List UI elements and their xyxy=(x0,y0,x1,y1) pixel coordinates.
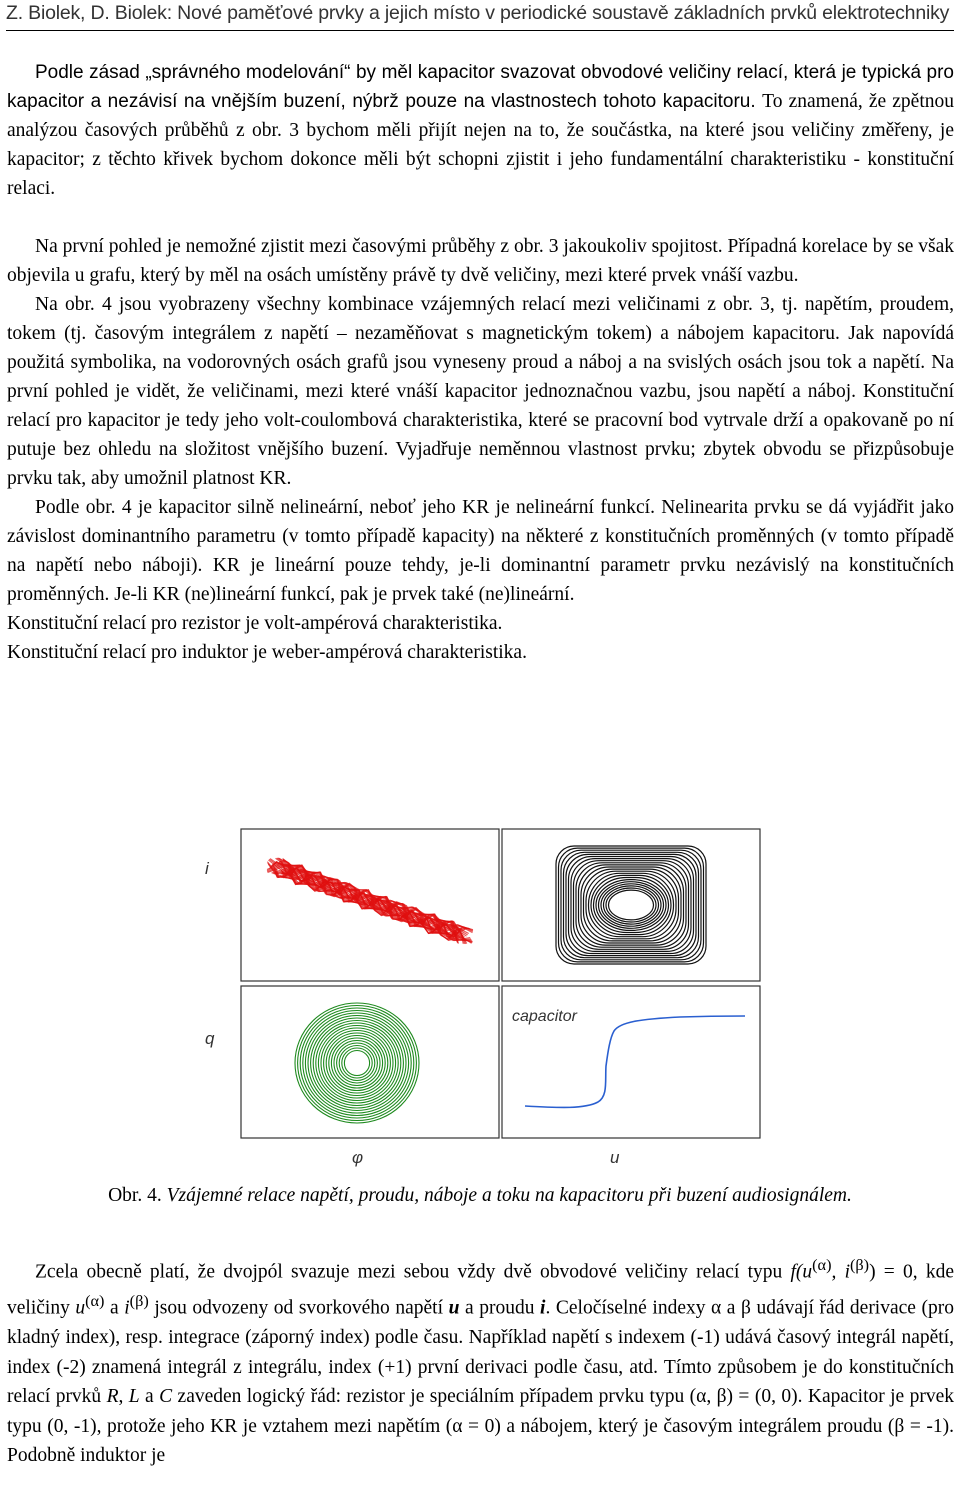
figure-caption xyxy=(60,1181,900,1210)
body-text-middle xyxy=(7,232,954,667)
black-loop-trace xyxy=(556,846,706,964)
green-loop-stroke xyxy=(342,1048,372,1078)
black-loop-stroke xyxy=(606,888,656,922)
caption-label: Obr. 4. xyxy=(108,1185,162,1206)
axis-label-phi: φ xyxy=(352,1148,364,1167)
axis-label-q: q xyxy=(205,1029,215,1048)
green-loop-stroke xyxy=(300,1008,414,1118)
body-text-bottom xyxy=(7,1251,954,1471)
green-loop-stroke xyxy=(334,1041,380,1086)
caption-text: Vzájemné relace napětí, proudu, náboje a toku na kapacitoru při buzení audiosignálem. xyxy=(166,1185,852,1206)
green-loop-stroke xyxy=(311,1018,404,1108)
black-loop-stroke xyxy=(609,890,654,920)
green-loop-stroke xyxy=(308,1016,406,1111)
paragraph: Podle zásad „správného modelování“ by měl kapacitor svazovat obvodové veličiny relací, která je typická pro kapacitor a nezávisí na vnějším buzení, nýbrž pouze na vlastnostech tohoto kapacitoru. To znamená, že zpětnou analýzou časových průběhů z obr. 3 bychom měli přijít nejen na to, že součástka, na které jsou veličiny změřeny, je kapacitor; z těchto křivek bychom dokonce měli být schopni zjistit i jeho fundamentální charakteristiku - konstituční relaci. xyxy=(7,62,954,199)
green-loop-trace xyxy=(295,1003,419,1123)
paragraph: Na obr. 4 jsou vyobrazeny všechny kombinace vzájemných relací mezi veličinami z obr. 3, tj. napětím, proudem, tokem (tj. časovým integrálem z napětí – nezaměňovat s magnetickým tokem) a nábojem kapacitoru. Jak napovídá použitá symbolika, na vodorovných osách grafů jsou vyneseny proud a náboj a na svislých osách jsou tok a napětí. Na první pohled je vidět, že veličinami, mezi které vnáší kapacitor jednoznačnou vazbu, jsou napětí a náboj. Konstituční relací pro kapacitor je tedy jeho volt-coulombová charakteristika, které se pracovní bod vytrvale drží a opakovaně po ní putuje bez ohledu na složitost vnějšího buzení. Vyjadřuje neměnnou vlastnost prvku; zbytek obvodu se přizpůsobuje prvku tak, aby umožnil platnost KR. xyxy=(7,294,954,489)
green-loop-stroke xyxy=(303,1011,411,1116)
red-scribble-trace xyxy=(267,858,473,944)
axis-label-i: i xyxy=(205,859,209,878)
paragraph: Konstituční relací pro induktor je weber-ampérová charakteristika. xyxy=(7,642,527,663)
green-loop-stroke xyxy=(326,1033,388,1093)
capacitor-characteristic-curve xyxy=(525,1016,745,1107)
paragraph: Podle obr. 4 je kapacitor silně nelineární, neboť jeho KR je nelineární funkcí. Nelinearita prvku se dá vyjádřit jako závislost dominantního parametru (v tomto případě kapacity) na některé z konstitučních proměnných (v tomto případě na napětí nebo náboji). KR je lineární pouze tehdy, je-li dominantní parametr prvku nezávislý na konstitučních proměnných. Je-li KR (ne)lineární funkcí, pak je prvek také (ne)lineární. xyxy=(7,497,954,605)
green-loop-stroke xyxy=(344,1051,369,1076)
green-loop-stroke xyxy=(337,1043,378,1083)
paragraph: Konstituční relací pro rezistor je volt-ampérová charakteristika. xyxy=(7,613,503,634)
paragraph: Na první pohled je nemožné zjistit mezi časovými průběhy z obr. 3 jakoukoliv spojitost. Případná korelace by se však objevila u grafu, který by měl na osách umístěny právě ty dvě veličiny, mezi které prvek vnáší vazbu. xyxy=(7,236,954,286)
green-loop-stroke xyxy=(318,1026,395,1101)
body-text-top xyxy=(7,58,954,203)
figure-plots xyxy=(0,826,960,1171)
running-header: Z. Biolek, D. Biolek: Nové paměťové prvky a jejich místo v periodické soustavě základních prvků elektrotechniky xyxy=(6,0,954,31)
black-loop-stroke xyxy=(604,886,659,924)
figure-4 xyxy=(0,826,960,1171)
green-loop-stroke xyxy=(329,1036,385,1091)
capacitor-inset-label: capacitor xyxy=(512,1008,577,1025)
paragraph: Zcela obecně platí, že dvojpól svazuje mezi sebou vždy dvě obvodové veličiny relací typu $f(u^{(\alpha)}$, $i^{(\beta)}) = 0$, kde veličiny $u^{(\alpha)}$ a $i^{(\beta)}$ jsou odvozeny od svorkového napětí u a proudu i. Celočíselné indexy α a β udávají řád derivace (pro kladný index), resp. integrace (záporný index) podle času. Například napětí s indexem (-1) udává časový integrál napětí, index (-2) znamená integrál z integrálu, index (+1) první derivaci podle času, atd. Tímto způsobem je do konstitučních relací prvků R, L a C zaveden logický řád: rezistor je speciálním případem prvku typu (α, β) = (0, 0). Kapacitor je prvek typu (0, -1), protože jeho KR je vztahem mezi napětím (α = 0) a nábojem, který je časovým integrálem proudu (β = -1). Podobně induktor je xyxy=(7,1256,955,1466)
axis-label-u: u xyxy=(610,1148,620,1167)
